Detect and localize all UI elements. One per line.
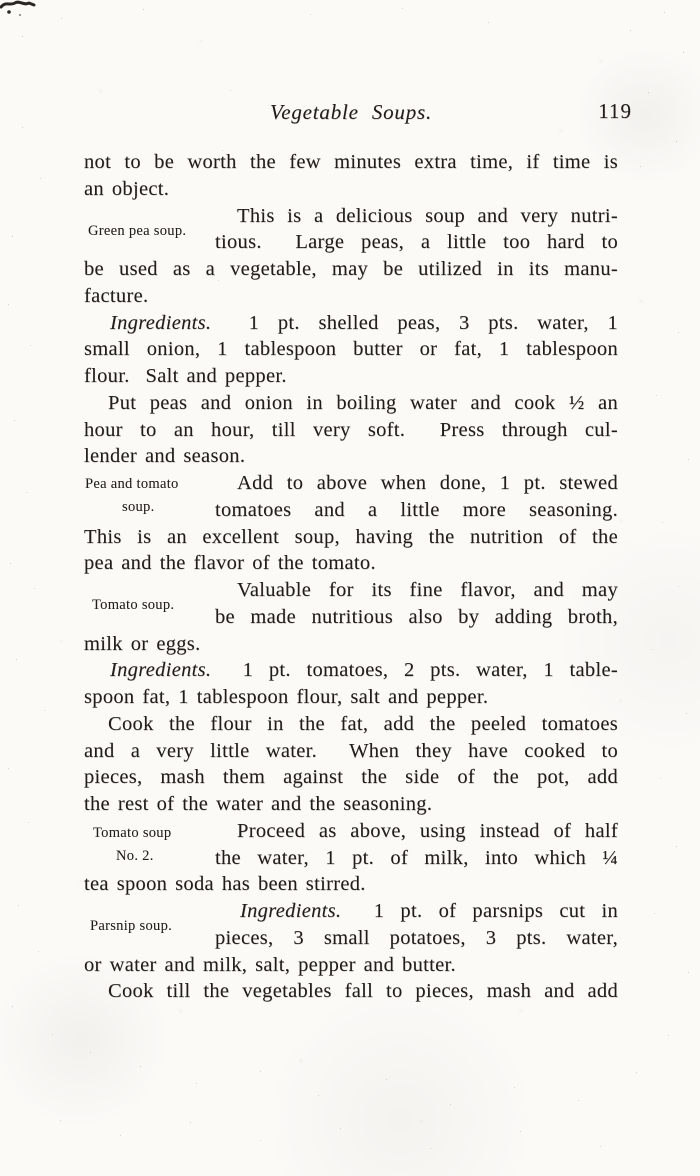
sidenote-tomato-soup: Tomato soup.	[92, 597, 175, 613]
ingredients-lead-italic: Ingredients.	[240, 900, 342, 922]
body-line-31: or water and milk, salt, pepper and butter.	[84, 954, 456, 976]
body-line-3: This is a delicious soup and very nutri-	[237, 205, 618, 227]
body-line-5: be used as a vegetable, may be utilized in its manu-	[84, 258, 618, 280]
body-line-2: an object.	[84, 178, 170, 200]
body-line-18: be made nutritious also by adding broth,	[215, 606, 618, 628]
sidenote-pea-and-tomato-soup: soup.	[122, 499, 155, 515]
body-line-26: Proceed as above, using instead of half	[237, 820, 618, 842]
body-line-16: pea and the flavor of the tomato.	[84, 552, 376, 574]
page-number: 119	[598, 99, 632, 123]
body-line-4: tious. Large peas, a little too hard to	[215, 231, 618, 253]
body-line-13: Add to above when done, 1 pt. stewed	[237, 472, 618, 494]
body-line-21: spoon fat, 1 tablespoon flour, salt and pepper.	[84, 686, 489, 708]
body-line-32: Cook till the vegetables fall to pieces, mash and add	[108, 980, 618, 1002]
ingredients-lead-italic: Ingredients.	[110, 659, 212, 681]
body-line-23: and a very little water. When they have cooked to	[84, 740, 618, 762]
body-line-14: tomatoes and a little more seasoning.	[215, 499, 618, 521]
body-line-1: not to be worth the few minutes extra time, if time is	[84, 151, 618, 173]
body-line-20-text: 1 pt. tomatoes, 2 pts. water, 1 table-	[211, 659, 618, 681]
body-line-29-text: 1 pt. of parsnips cut in	[341, 900, 618, 922]
body-line-27: the water, 1 pt. of milk, into which ¼	[215, 847, 618, 869]
sidenote-no2: No. 2.	[116, 848, 154, 864]
body-line-19: milk or eggs.	[84, 633, 201, 655]
sidenote-parsnip-soup: Parsnip soup.	[90, 918, 173, 934]
scan-artifact-squiggle	[0, 0, 60, 40]
body-line-7-text: 1 pt. shelled peas, 3 pts. water, 1	[211, 312, 618, 334]
body-line-24: pieces, mash them against the side of the pot, add	[84, 766, 618, 788]
scan-noise-smudges	[0, 0, 2, 2]
body-line-12: lender and season.	[84, 445, 246, 467]
body-line-8: small onion, 1 tablespoon butter or fat, 1 tablespoon	[84, 338, 618, 360]
body-line-28: tea spoon soda has been stirred.	[84, 873, 366, 895]
body-line-11: hour to an hour, till very soft. Press through cul-	[84, 419, 618, 441]
body-line-6: facture.	[84, 285, 149, 307]
body-line-22: Cook the flour in the fat, add the peeled tomatoes	[108, 713, 618, 735]
body-line-17: Valuable for its fine flavor, and may	[237, 579, 618, 601]
body-line-30: pieces, 3 small potatoes, 3 pts. water,	[215, 927, 618, 949]
body-line-9: flour. Salt and pepper.	[84, 365, 287, 387]
body-line-15: This is an excellent soup, having the nutrition of the	[84, 526, 618, 548]
sidenote-tomato-soup-no2: Tomato soup	[93, 825, 172, 841]
running-header-title: Vegetable Soups.	[269, 100, 433, 124]
ingredients-lead-italic: Ingredients.	[110, 312, 212, 334]
sidenote-green-pea-soup: Green pea soup.	[88, 223, 187, 239]
body-line-10: Put peas and onion in boiling water and cook ½ an	[108, 392, 618, 414]
sidenote-pea-and-tomato: Pea and tomato	[85, 476, 179, 492]
body-line-29	[240, 898, 618, 924]
body-line-25: the rest of the water and the seasoning.	[84, 793, 433, 815]
body-line-20	[110, 657, 618, 683]
body-line-7	[110, 310, 618, 336]
